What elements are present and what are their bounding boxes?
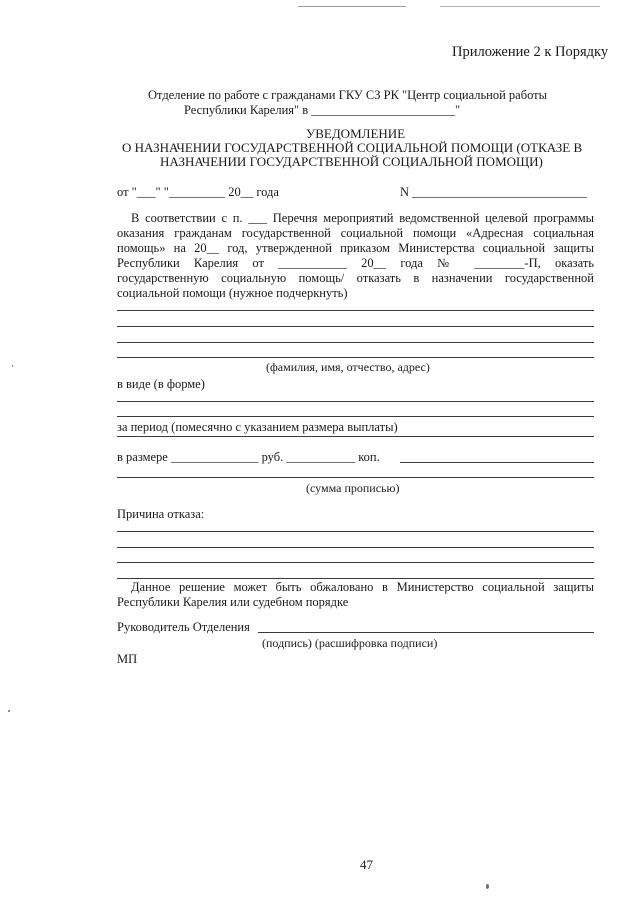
kind-label: в виде (в форме) — [117, 377, 205, 391]
body-line-5: государственную социальную помощь/ отказать в назначении государственной — [117, 271, 594, 285]
sum-caption: (сумма прописью) — [306, 481, 400, 495]
department-line-2: Республики Карелия" в _______________________" — [184, 103, 461, 117]
reason-label: Причина отказа: — [117, 507, 205, 521]
head-label: Руководитель Отделения — [117, 620, 250, 634]
fill-line — [117, 401, 594, 402]
fio-caption: (фамилия, имя, отчество, адрес) — [266, 360, 430, 374]
fill-line — [117, 562, 594, 563]
appendix-label: Приложение 2 к Порядку — [452, 44, 609, 60]
fill-line — [117, 436, 594, 437]
title-line-1: УВЕДОМЛЕНИЕ — [306, 126, 406, 141]
date-field: от "___" "_________ 20__ года — [117, 185, 279, 199]
fill-line — [117, 310, 594, 311]
body-line-2: оказания гражданам государственной социальной помощи «Адресная социальная — [117, 226, 594, 240]
title-line-3: НАЗНАЧЕНИИ ГОСУДАРСТВЕННОЙ СОЦИАЛЬНОЙ ПОМОЩИ) — [160, 154, 543, 169]
body-line-3: помощь» на 20__ год, утвержденной приказом Министерства социальной защиты — [117, 241, 594, 255]
signature-line — [258, 632, 594, 633]
fill-line — [117, 416, 594, 417]
title-line-2: О НАЗНАЧЕНИИ ГОСУДАРСТВЕННОЙ СОЦИАЛЬНОЙ ПОМОЩИ (ОТКАЗЕ В — [122, 140, 583, 155]
stamp-label: МП — [117, 652, 138, 666]
fill-line — [400, 462, 594, 463]
scan-speck — [12, 365, 13, 367]
body-line-1: В соответствии с п. ___ Перечня мероприятий ведомственной целевой программы — [131, 211, 594, 225]
body-line-6: социальной помощи (нужное подчеркнуть) — [117, 286, 348, 300]
scan-speck — [486, 884, 489, 889]
fill-line — [117, 578, 594, 579]
scan-edge-line — [440, 6, 600, 7]
fill-line — [117, 326, 594, 327]
amount-label: в размере ______________ руб. ___________ коп. — [117, 450, 380, 464]
number-field: N ____________________________ — [400, 185, 588, 199]
appeal-line-1: Данное решение может быть обжаловано в Министерство социальной защиты — [131, 580, 594, 594]
fill-line — [117, 342, 594, 343]
body-line-4: Республики Карелия от ___________ 20__ года № ________-П, оказать — [117, 256, 594, 270]
department-line-1: Отделение по работе с гражданами ГКУ СЗ РК "Центр социальной работы — [148, 88, 548, 102]
period-label: за период (помесячно с указанием размера выплаты) — [117, 420, 398, 434]
page-number: 47 — [360, 857, 373, 872]
appeal-line-2: Республики Карелия или судебном порядке — [117, 595, 349, 609]
fill-line — [117, 547, 594, 548]
signature-caption: (подпись) (расшифровка подписи) — [262, 636, 438, 650]
scan-speck — [8, 710, 10, 712]
fill-line — [117, 357, 594, 358]
fill-line — [117, 531, 594, 532]
scan-edge-line — [298, 6, 406, 7]
fill-line — [117, 477, 594, 478]
